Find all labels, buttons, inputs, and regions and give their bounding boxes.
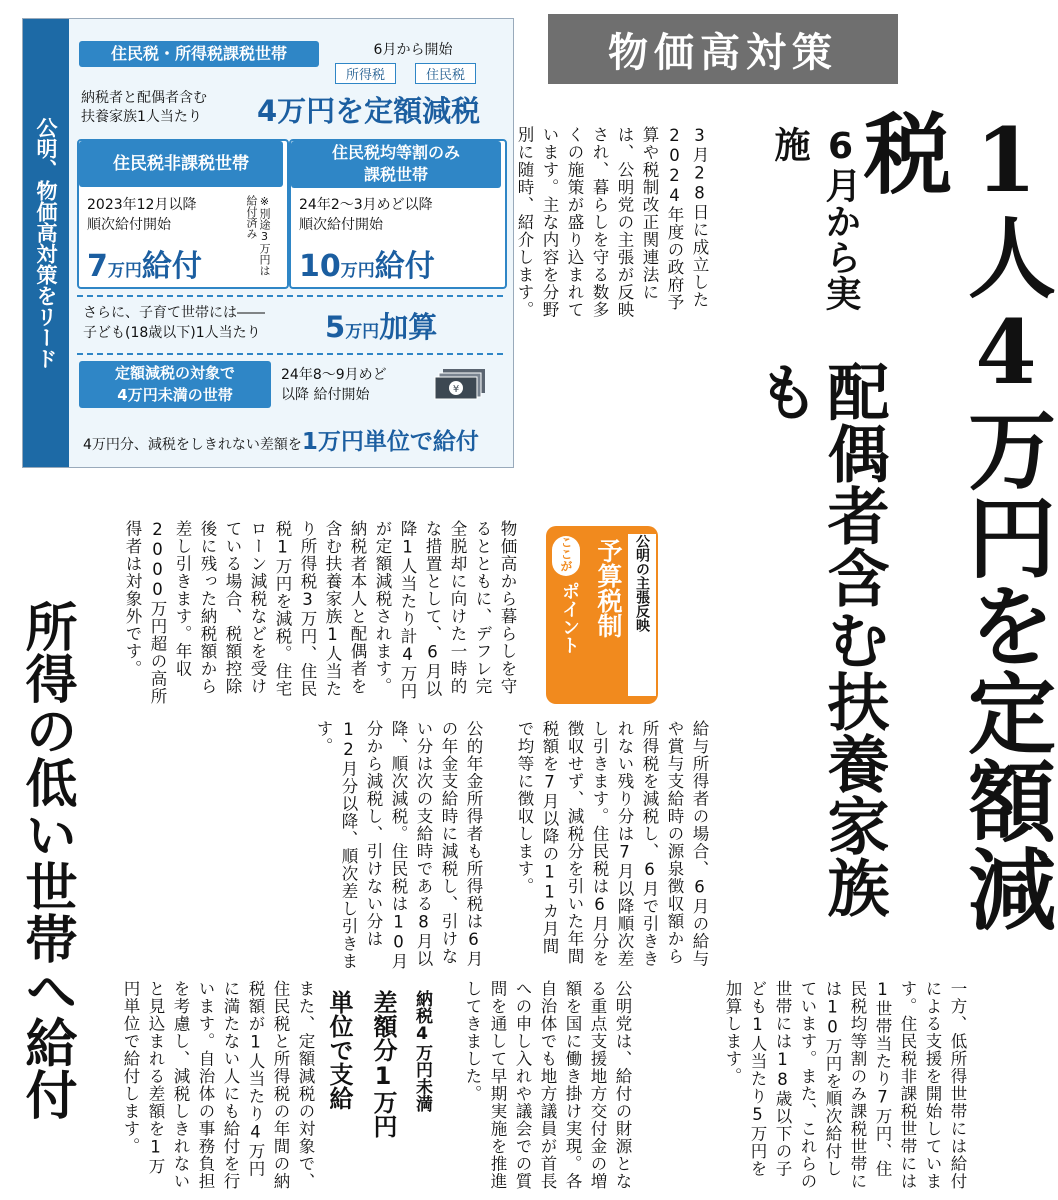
sec3-desc: 24年2～3月めど以降 順次給付開始 <box>299 197 433 233</box>
tag-resident-tax: 住民税 <box>415 63 476 84</box>
panel-footer: 4万円分、減税をしきれない差額を1万円単位で給付 <box>83 429 479 455</box>
article-col-p7: また、定額減税の対象で、住民税と所得税の年間の納税額が1人当たり4万円に満たない人にも給付を行います。自治体の事務負担を考慮し、減税しきれないと見込まれる差額を1万円単位で給付します。 <box>121 980 315 1190</box>
sec1-title: 住民税・所得税課税世帯 <box>79 41 319 67</box>
divider <box>77 353 503 355</box>
divider <box>77 295 503 297</box>
yen-banknote-icon <box>433 367 489 401</box>
badge-point: ポイント <box>559 582 580 654</box>
article-col-p6: 公明党は、給付の財源となる重点支援地方交付金の増額を国に働き掛け実現。各自治体でも地方議員が首長への申し入れや議会での質問を通して早期実施を推進してきました。 <box>463 980 632 1190</box>
sec2-note: ※別途3万円は給付済み <box>245 195 271 276</box>
svg-text:¥: ¥ <box>452 384 460 395</box>
sec1-start: 6月から開始 <box>373 42 453 58</box>
section-headline: 所得の低い世帯へ給付 <box>16 600 77 1120</box>
sec1-desc: 納税者と配偶者含む 扶養家族1人当たり <box>81 90 207 125</box>
article-col-p2: 給与所得者の場合、6月の給与や賞与支給時の源泉徴収額から所得税を減税し、6月で引ききれない残り分は7月以降順次差し引きます。住民税は6月分を徴収せず、減税分を引いた年間税額を7月以降の11カ月間で均等に徴収します。 <box>515 720 709 968</box>
sec2-desc: 2023年12月以降 順次給付開始 <box>87 197 197 233</box>
badge-vertical-label: 公明の主張反映 <box>628 534 656 696</box>
badge-pill: ここが <box>552 536 580 576</box>
sec2-amount: 7万円給付 <box>87 249 202 284</box>
sec3-title: 住民税均等割のみ 課税世帯 <box>291 141 501 188</box>
article-col-p5: 一方、低所得世帯には給付による支援を開始しています。住民税非課税世帯には1世帯当たり7万円、住民税均等割のみ課税世帯には10万円を順次給付しています。また、これらの世帯には18歳以下の子ども1人当たり5万円を加算します。 <box>723 980 967 1190</box>
subhead-1: 納税4万円未満 <box>412 990 432 1112</box>
article-col-p1: 物価高から暮らしを守るとともに、デフレ完全脱却に向けた一時的な措置として、6月以降1人当たり計4万円が定額減税されます。納税者本人と配偶者を含む扶養家族1人当たり所得税3万円、住民税1万円を減税。住宅ローン減税などを受けている場合、税額控除後に残った納税額から差し引きます。年収2000万円超の高所得者は対象外です。 <box>123 520 517 705</box>
subhead-3: 単位で支給 <box>325 990 353 1110</box>
sec2-title: 住民税非課税世帯 <box>79 141 283 187</box>
sub-headline-1: 6月から実施 <box>769 126 861 311</box>
subhead-2: 差額分1万円 <box>369 990 397 1138</box>
main-headline: 1人4万円を定額減税 <box>850 108 1058 932</box>
info-panel <box>22 18 514 468</box>
panel-side-label: 公明、物価高対策をリード <box>23 19 69 467</box>
tag-income-tax: 所得税 <box>335 63 396 84</box>
sec3-amount: 10万円給付 <box>299 249 435 284</box>
badge-title: 予算税制 <box>594 538 623 638</box>
sec1-amount: 4万円を定額減税 <box>257 94 481 128</box>
intro-text: 3月28日に成立した2024年度の政府予算や税制改正関連法には、公明党の主張が反映され、暮らしを守る数多くの施策が盛り込まれています。主な内容を分野別に随時、紹介します。 <box>515 126 709 319</box>
sub-headline-2: 配偶者含む扶養家族も <box>747 360 890 918</box>
sec4-desc: さらに、子育て世帯には―― 子ども(18歳以下)1人当たり <box>83 305 265 341</box>
page-title: 物価高対策 <box>608 28 838 76</box>
sec5-title: 定額減税の対象で 4万円未満の世帯 <box>79 361 271 408</box>
article-col-p3: 公的年金所得者も所得税は6月の年金支給時に減税し、引けない分は次の支給時である8月以降、順次減税。住民税は10月分から減税し、引けない分は12月分以降、順次差し引きます。 <box>314 720 483 970</box>
sec4-amount: 5万円加算 <box>325 310 438 344</box>
budget-point-badge <box>546 526 658 704</box>
sec5-desc: 24年8～9月めど 以降 給付開始 <box>281 367 387 403</box>
